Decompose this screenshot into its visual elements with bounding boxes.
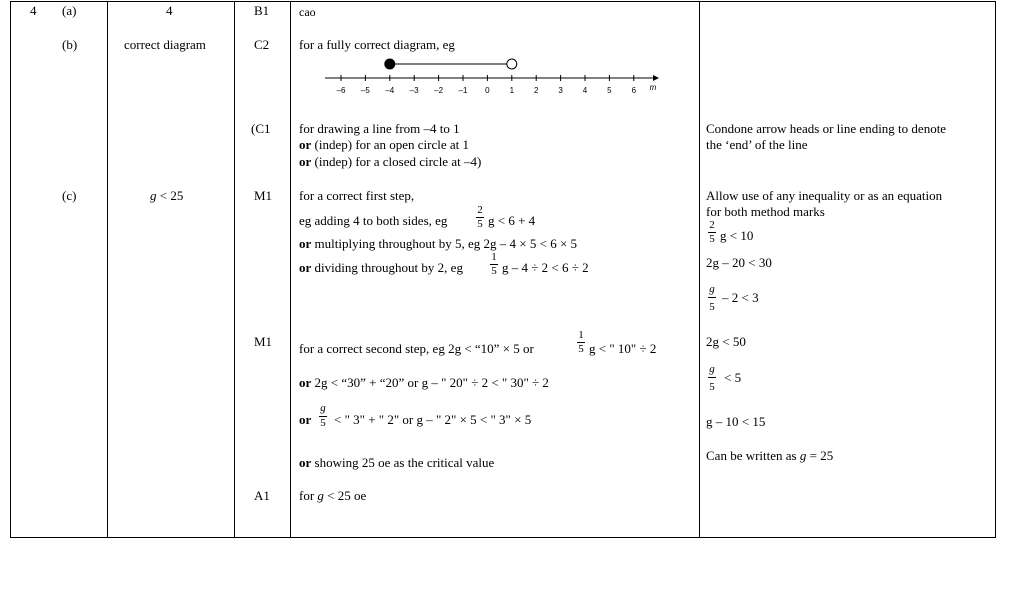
note-c-m2-line2 bbox=[299, 375, 549, 391]
number-line-tick-label: –1 bbox=[458, 86, 468, 95]
fraction-g-numerator: g bbox=[709, 283, 715, 295]
number-line-tick-label: 1 bbox=[509, 86, 515, 95]
answer-a: 4 bbox=[166, 3, 173, 18]
mark-c-m1-first: M1 bbox=[254, 188, 273, 203]
answer-c-variable: g bbox=[150, 188, 157, 203]
mark-b: C2 bbox=[254, 37, 270, 52]
fraction-two-numerator: 2 bbox=[709, 219, 715, 231]
mark-c-m1-second: M1 bbox=[254, 334, 273, 349]
note-a: cao bbox=[299, 5, 316, 19]
note-c-m2-line3-or bbox=[299, 412, 311, 428]
note-b-line2 bbox=[299, 137, 469, 153]
note-c-m1-line1: for a correct first step, bbox=[299, 188, 415, 203]
or-keyword: or bbox=[299, 375, 312, 390]
note-c-m1-line2b: g < 6 + 4 bbox=[488, 213, 536, 228]
note-c-m2-line4 bbox=[299, 455, 494, 471]
fraction-five-denominator: 5 bbox=[709, 233, 715, 245]
fraction-g-numerator: g bbox=[709, 363, 715, 375]
fraction-bar bbox=[708, 377, 716, 378]
guidance-c-line2: for both method marks bbox=[706, 204, 825, 219]
guidance-b-line2: the ‘end’ of the line bbox=[706, 137, 808, 152]
number-line-tick-label: –6 bbox=[336, 86, 346, 95]
guidance-c-line9: Can be written as g = 25 bbox=[706, 448, 834, 463]
number-line-tick-label: 4 bbox=[582, 86, 588, 95]
table-bottom-border bbox=[10, 537, 996, 538]
note-c-m1-line4b: g – 4 ÷ 2 < 6 ÷ 2 bbox=[502, 260, 589, 275]
guidance-c-line6: 2g < 50 bbox=[706, 334, 746, 349]
or-keyword: or bbox=[299, 236, 312, 251]
number-line-tick-label: 5 bbox=[607, 86, 612, 95]
fraction-g-numerator: g bbox=[320, 402, 326, 414]
col-border-0 bbox=[10, 1, 11, 538]
note-c-m1-line3 bbox=[299, 236, 577, 252]
part-a: (a) bbox=[62, 3, 77, 18]
number-line-tick-label: 3 bbox=[558, 86, 563, 95]
number-line-tick-label: 0 bbox=[485, 86, 490, 95]
number-line-tick-label: 6 bbox=[631, 86, 637, 95]
table-top-border bbox=[10, 1, 996, 2]
col-border-5 bbox=[995, 1, 996, 538]
closed-circle-icon bbox=[385, 59, 395, 69]
note-b-line1: for drawing a line from –4 to 1 bbox=[299, 121, 460, 136]
arrow-right-icon bbox=[653, 75, 659, 81]
fraction-five-denominator: 5 bbox=[477, 218, 483, 230]
note-c-m1-line2a: eg adding 4 to both sides, eg bbox=[299, 213, 448, 228]
fraction-two-numerator: 2 bbox=[477, 204, 483, 216]
note-c-a1: for g < 25 oe bbox=[299, 488, 367, 503]
question-number: 4 bbox=[30, 3, 37, 18]
fraction-five-denominator: 5 bbox=[709, 301, 715, 313]
col-border-3 bbox=[290, 1, 291, 538]
number-line-tick-label: –2 bbox=[434, 86, 444, 95]
guidance-b-line1: Condone arrow heads or line ending to denote bbox=[706, 121, 947, 136]
guidance-c-line7: < 5 bbox=[724, 370, 742, 385]
col-border-4 bbox=[699, 1, 700, 538]
note-c-m2-line2-text: 2g < “30” + “20” or g – " 20" ÷ 2 < " 30" ÷ 2 bbox=[311, 375, 549, 390]
or-keyword: or bbox=[299, 260, 312, 275]
number-line bbox=[320, 52, 670, 98]
number-line-tick-label: –5 bbox=[360, 86, 370, 95]
fraction-one-numerator: 1 bbox=[491, 251, 497, 263]
fraction-five-denominator: 5 bbox=[709, 381, 715, 393]
note-c-m1-line4-text: dividing throughout by 2, eg bbox=[311, 260, 463, 275]
guidance-c-line4: 2g – 20 < 30 bbox=[706, 255, 772, 270]
or-keyword: or bbox=[299, 154, 312, 169]
fraction-one-numerator: 1 bbox=[578, 329, 584, 341]
note-b-line3 bbox=[299, 154, 481, 170]
fraction-five-denominator: 5 bbox=[320, 417, 326, 429]
number-line-variable: m bbox=[649, 83, 657, 92]
mark-a: B1 bbox=[254, 3, 270, 18]
note-c-m1-line3-text: multiplying throughout by 5, eg 2g – 4 × 5 < 6 × 5 bbox=[311, 236, 578, 251]
or-keyword: or bbox=[299, 137, 312, 152]
note-c-m1-line4a bbox=[299, 260, 463, 276]
mark-c-a1: A1 bbox=[254, 488, 270, 503]
note-c-m2-line1a: for a correct second step, eg 2g < “10” × 5 or bbox=[299, 341, 534, 356]
part-b: (b) bbox=[62, 37, 78, 52]
fraction-five-denominator: 5 bbox=[578, 343, 584, 355]
guidance-c-line3: g < 10 bbox=[720, 228, 754, 243]
or-keyword: or bbox=[299, 412, 312, 427]
open-circle-icon bbox=[507, 59, 517, 69]
guidance-c-line1: Allow use of any inequality or as an equation bbox=[706, 188, 943, 203]
note-c-m2-line1b: g < " 10" ÷ 2 bbox=[589, 341, 657, 356]
note-b-line2-text: (indep) for an open circle at 1 bbox=[311, 137, 470, 152]
answer-c bbox=[150, 188, 183, 204]
note-c-m2-line4-text: showing 25 oe as the critical value bbox=[311, 455, 495, 470]
fraction-five-denominator: 5 bbox=[491, 265, 497, 277]
note-c-m2-line3: < " 3" + " 2" or g – " 2" × 5 < " 3" × 5 bbox=[334, 412, 532, 427]
guidance-c-line8: g – 10 < 15 bbox=[706, 414, 766, 429]
col-border-2 bbox=[234, 1, 235, 538]
col-border-1 bbox=[107, 1, 108, 538]
answer-c-inequality: < 25 bbox=[156, 188, 184, 203]
mark-b-sub: (C1 bbox=[251, 121, 271, 136]
number-line-tick-label: –4 bbox=[385, 86, 395, 95]
part-c: (c) bbox=[62, 188, 77, 203]
or-keyword: or bbox=[299, 455, 312, 470]
guidance-c-line5: – 2 < 3 bbox=[722, 290, 759, 305]
number-line-tick-label: 2 bbox=[533, 86, 539, 95]
answer-b: correct diagram bbox=[124, 37, 206, 52]
number-line-tick-label: –3 bbox=[409, 86, 419, 95]
note-b-line3-text: (indep) for a closed circle at –4) bbox=[311, 154, 482, 169]
fraction-bar bbox=[708, 297, 716, 298]
note-b-main: for a fully correct diagram, eg bbox=[299, 37, 455, 52]
